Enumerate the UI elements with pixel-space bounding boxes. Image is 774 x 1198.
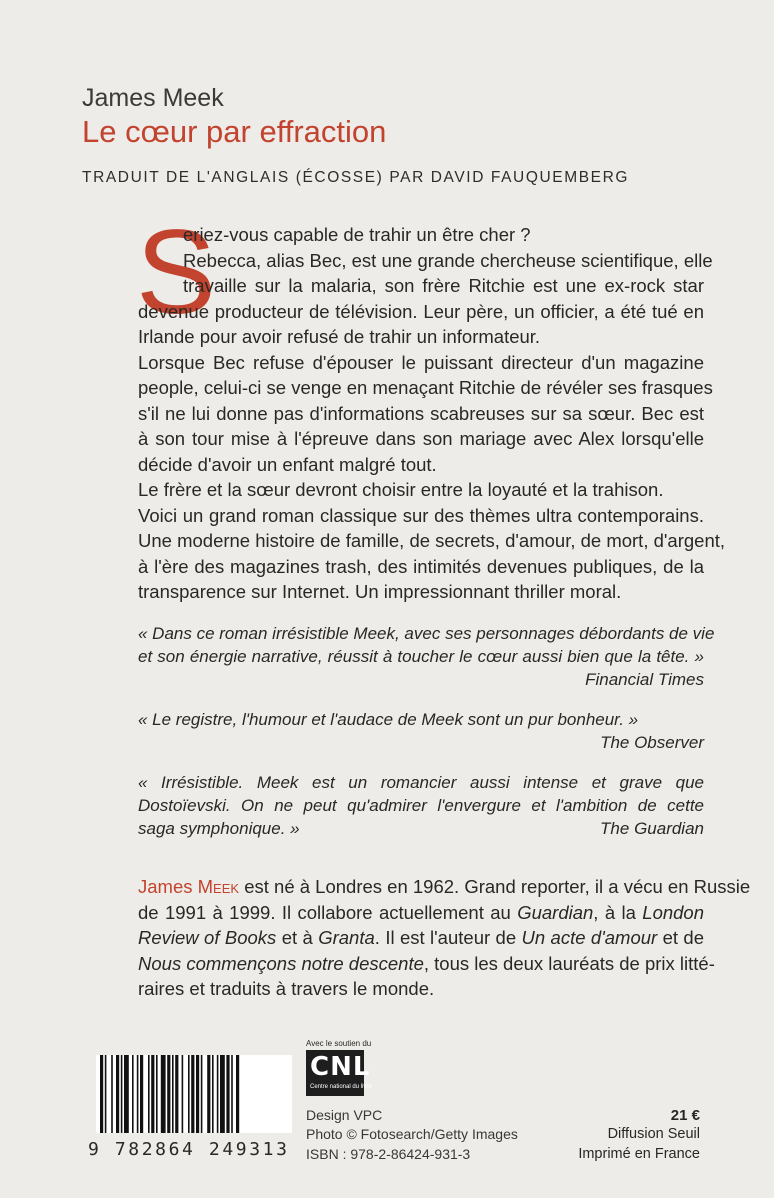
barcode-bar [188, 1055, 190, 1133]
bio-author-last: Meek [197, 876, 240, 897]
bio-line [138, 951, 715, 977]
bio-text: est né à Londres en 1962. Grand reporter, il a vécu en Russie [239, 876, 751, 897]
synopsis-line: Lorsque Bec refuse d'épouser le puissant directeur d'un magazine [138, 351, 704, 373]
book-title: Le cœur par effraction [82, 114, 387, 149]
barcode-bar [137, 1055, 139, 1133]
bio-title: London [642, 901, 705, 923]
barcode-bar [156, 1055, 158, 1133]
synopsis-line: devenue producteur de télévision. Leur père, un officier, a été tué en [138, 300, 704, 322]
synopsis-line: transparence sur Internet. Un impressionnant thriller moral. [138, 581, 622, 602]
barcode-bar [207, 1055, 210, 1133]
barcode-bar [212, 1055, 214, 1133]
barcode-bar [148, 1055, 150, 1133]
barcode-bar [236, 1055, 239, 1133]
cnl-logo-letters: CNL [310, 1052, 371, 1082]
quote-text: « Irrésistible. Meek est un romancier aussi intense et grave que [138, 773, 704, 792]
bio-text: et à [276, 927, 319, 948]
bio-title: Un acte d'amour [521, 927, 658, 948]
barcode-bar [121, 1055, 123, 1133]
quote-source: The Observer [600, 733, 704, 752]
synopsis-line: Voici un grand roman classique sur des thèmes ultra contemporains. [138, 504, 704, 526]
printed-in: Imprimé en France [578, 1146, 700, 1162]
barcode [96, 1055, 292, 1133]
quote-text: saga symphonique. » [138, 819, 300, 838]
bio-text: , tous les deux lauréats de prix litté- [423, 952, 715, 974]
barcode-bar [111, 1055, 113, 1133]
barcode-bar [217, 1055, 219, 1133]
press-quote [138, 622, 715, 691]
bio-text: et de [657, 927, 704, 948]
bio-text: de 1991 à 1999. Il collabore actuellement au [138, 901, 518, 923]
barcode-bar [167, 1055, 170, 1133]
bio-title: Nous commençons notre descente [138, 952, 424, 974]
synopsis-line: Le frère et la sœur devront choisir entre la loyauté et la trahison. [138, 479, 664, 500]
bio-title: Guardian [517, 901, 594, 923]
press-quotes [138, 622, 715, 857]
quote-text: et son énergie narrative, réussit à toucher le cœur aussi bien que la tête. » [138, 647, 704, 666]
bio-text: . Il est l'auteur de [374, 927, 522, 948]
barcode-number: 9 782864 249313 [88, 1139, 290, 1160]
barcode-bars [96, 1055, 292, 1133]
drop-cap: S [136, 205, 217, 339]
press-quote [138, 771, 704, 840]
translator-credit: TRADUIT DE L'ANGLAIS (ÉCOSSE) PAR DAVID FAUQUEMBERG [82, 169, 630, 186]
author-bio [138, 874, 751, 1002]
synopsis [138, 222, 726, 605]
barcode-bar [140, 1055, 143, 1133]
bio-title: Review of Books [138, 927, 277, 948]
barcode-bar [100, 1055, 103, 1133]
synopsis-line: Une moderne histoire de famille, de secrets, d'amour, de mort, d'argent, [138, 530, 726, 551]
barcode-bar [175, 1055, 178, 1133]
price: 21 € [670, 1107, 700, 1124]
barcode-bar [182, 1055, 184, 1133]
synopsis-line: people, celui-ci se venge en menaçant Ritchie de révéler ses frasques [138, 377, 713, 398]
synopsis-line: décide d'avoir un enfant malgré tout. [138, 453, 437, 475]
bio-line: raires et traduits à travers le monde. [138, 978, 435, 999]
synopsis-line: Irlande pour avoir refusé de trahir un informateur. [138, 326, 541, 347]
synopsis-line: Rebecca, alias Bec, est une grande chercheuse scientifique, elle [183, 249, 713, 271]
isbn: ISBN : 978-2-86424-931-3 [306, 1146, 471, 1162]
press-quote [138, 708, 704, 754]
bio-text: , à la [593, 901, 643, 923]
distribution: Diffusion Seuil [607, 1126, 700, 1142]
synopsis-line: s'il ne lui donne pas d'informations scabreuses sur sa sœur. Bec est [138, 402, 704, 424]
photo-credit: Photo © Fotosearch/Getty Images [306, 1126, 518, 1142]
synopsis-line: eriez-vous capable de trahir un être cher ? [183, 224, 531, 245]
barcode-bar [161, 1055, 166, 1133]
barcode-bar [220, 1055, 225, 1133]
barcode-bar [172, 1055, 174, 1133]
quote-source: The Guardian [600, 819, 704, 838]
barcode-bar [124, 1055, 129, 1133]
barcode-bar [201, 1055, 203, 1133]
barcode-bar [105, 1055, 107, 1133]
quote-text: « Dans ce roman irrésistible Meek, avec ses personnages débordants de vie [138, 624, 715, 643]
barcode-bar [196, 1055, 199, 1133]
synopsis-line: à son tour mise à l'épreuve dans son mariage avec Alex lorsqu'elle [138, 428, 704, 449]
cnl-logo [306, 1050, 372, 1096]
author-name: James Meek [82, 84, 224, 112]
barcode-bar [132, 1055, 134, 1133]
quote-text: « Le registre, l'humour et l'audace de Meek sont un pur bonheur. » [138, 710, 639, 729]
bio-line [138, 900, 704, 926]
cnl-support-text: Avec le soutien du [306, 1039, 372, 1048]
barcode-bar [231, 1055, 233, 1133]
bio-author-first: James [138, 876, 198, 897]
cnl-logo-caption: Centre national du livre [310, 1084, 372, 1090]
synopsis-line: à l'ère des magazines trash, des intimités devenues publiques, de la [138, 555, 704, 577]
bio-line [138, 925, 704, 951]
barcode-bar [226, 1055, 229, 1133]
quote-text: Dostoïevski. On ne peut qu'admirer l'envergure et l'ambition de cette [138, 796, 704, 815]
quote-source: Financial Times [585, 670, 704, 689]
bio-line [138, 874, 751, 900]
bio-title: Granta [318, 927, 375, 948]
barcode-bar [151, 1055, 154, 1133]
synopsis-line: travaille sur la malaria, son frère Ritchie est une ex-rock star [183, 275, 704, 296]
barcode-bar [116, 1055, 119, 1133]
design-credit: Design VPC [306, 1107, 383, 1123]
quote-last-row [138, 817, 704, 840]
barcode-bar [191, 1055, 194, 1133]
